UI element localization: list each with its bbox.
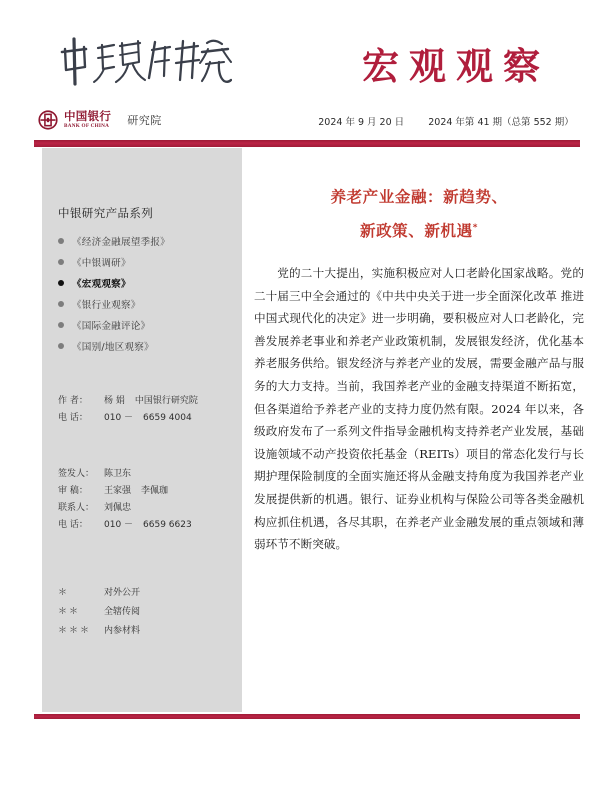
list-item-label: 《国际金融评论》 bbox=[72, 320, 151, 332]
bullet-icon bbox=[58, 238, 64, 244]
bank-name-en: BANK OF CHINA bbox=[64, 122, 110, 129]
list-item[interactable] bbox=[58, 252, 238, 271]
bank-name-cn: 中国银行 bbox=[64, 110, 112, 123]
institute-label: 研究院 bbox=[127, 114, 162, 127]
note-label: 内参材料 bbox=[104, 626, 141, 636]
author-value: 杨 娟 bbox=[104, 396, 125, 406]
page-header bbox=[0, 0, 612, 142]
author-affiliation: 中国银行研究院 bbox=[134, 396, 198, 406]
list-item-current[interactable] bbox=[58, 273, 238, 292]
list-item[interactable] bbox=[58, 336, 238, 355]
article-title bbox=[254, 180, 584, 248]
list-item[interactable] bbox=[58, 231, 238, 250]
list-item[interactable] bbox=[58, 294, 238, 313]
list-item-label: 《经济金融展望季报》 bbox=[72, 236, 170, 248]
article-column bbox=[254, 148, 584, 712]
author-key: 作 者： bbox=[58, 396, 88, 406]
signer-info-block bbox=[58, 466, 238, 534]
note-row bbox=[58, 584, 238, 603]
publication-date: 2024 年 9 月 20 日 bbox=[318, 117, 405, 128]
author-info-block bbox=[58, 393, 238, 427]
article-title-line-2-text: 新政策、新机遇 bbox=[359, 222, 473, 240]
note-star: ＊ bbox=[58, 588, 70, 598]
article-title-footnote: * bbox=[472, 222, 478, 233]
phone-key: 电 话： bbox=[58, 413, 88, 423]
note-label: 全辖传阅 bbox=[104, 607, 141, 617]
reviewer-row bbox=[58, 483, 238, 500]
product-series-list bbox=[58, 231, 238, 357]
issue-number: 2024 年第 41 期（总第 552 期） bbox=[428, 117, 574, 128]
contact-value: 刘佩忠 bbox=[104, 503, 132, 513]
article-body: 党的二十大提出，实施积极应对人口老龄化国家战略。党的二十届三中全会通过的《中共中央关于进一步全面深化改革 推进中国式现代化的决定》进一步明确，要积极应对人口老龄化，完善发展养老事业和养老产业政策机制，发展银发经济，优化基本养老服务供给。银发经济与养老产业的发展，需要金融产品与服务的大力支持。当前，我国养老产业的金融支持渠道不断拓宽，但各渠道给予养老产业的支持力度仍然有限。2024 年以来，各级政府发布了一系列文件指导金融机构支持养老产业发展，基础设施领域不动产投资依托基金（REITs）项目的常态化发行与长期护理保险制度的全面实施还将从金融支持角度为我国养老产业发展提供新的机遇。银行、证券业机构与保险公司等各类金融机构应抓住机遇，各尽其职，在养老产业金融发展的重点领域和薄弱环节不断突破。 bbox=[254, 266, 584, 552]
header-red-rule bbox=[34, 140, 580, 147]
boc-emblem-icon bbox=[38, 110, 58, 130]
reviewer-key: 审 稿： bbox=[58, 486, 88, 496]
bank-name-group bbox=[64, 111, 111, 130]
author-phone-row bbox=[58, 410, 238, 427]
bullet-icon bbox=[58, 322, 64, 328]
list-item-label: 《中银调研》 bbox=[72, 257, 131, 269]
article-title-line-2 bbox=[254, 214, 584, 248]
zhongyin-yanjiu-calligraphy-logo bbox=[52, 36, 232, 88]
contact-phone-number: 6659 6623 bbox=[143, 520, 192, 530]
phone-number: 6659 4004 bbox=[143, 413, 192, 423]
note-star: ＊＊ bbox=[58, 607, 81, 617]
note-row bbox=[58, 622, 238, 641]
note-star: ＊＊＊ bbox=[58, 626, 92, 636]
list-item-label: 《国别/地区观察》 bbox=[72, 341, 154, 353]
note-label: 对外公开 bbox=[104, 588, 141, 598]
footer-red-rule bbox=[34, 714, 580, 719]
list-item-label: 《宏观观察》 bbox=[72, 278, 131, 290]
signer-row bbox=[58, 466, 238, 483]
reviewer-value-2: 李佩珈 bbox=[141, 486, 169, 496]
list-item[interactable] bbox=[58, 315, 238, 334]
issue-line bbox=[296, 114, 596, 128]
distribution-notes bbox=[58, 584, 238, 641]
contact-phone-key: 电 话： bbox=[58, 520, 88, 530]
reviewer-value: 王家强 bbox=[104, 486, 132, 496]
contact-phone-prefix: 010 － bbox=[104, 520, 134, 530]
author-row bbox=[58, 393, 238, 410]
article-title-line-1: 养老产业金融：新趋势、 bbox=[330, 188, 508, 206]
signer-key: 签发人： bbox=[58, 469, 95, 479]
bullet-icon bbox=[58, 280, 64, 286]
bullet-icon bbox=[58, 259, 64, 265]
contact-phone-row bbox=[58, 517, 238, 534]
masthead-title: 宏观观察 bbox=[362, 45, 550, 88]
bullet-icon bbox=[58, 343, 64, 349]
bullet-icon bbox=[58, 301, 64, 307]
phone-prefix: 010 － bbox=[104, 413, 134, 423]
contact-row bbox=[58, 500, 238, 517]
list-item-label: 《银行业观察》 bbox=[72, 299, 141, 311]
note-row bbox=[58, 603, 238, 622]
signer-value: 陈卫东 bbox=[104, 469, 132, 479]
bank-of-china-logo-row bbox=[38, 110, 162, 130]
contact-key: 联系人： bbox=[58, 503, 95, 513]
sidebar-title: 中银研究产品系列 bbox=[58, 206, 154, 220]
sidebar-panel bbox=[42, 148, 242, 712]
